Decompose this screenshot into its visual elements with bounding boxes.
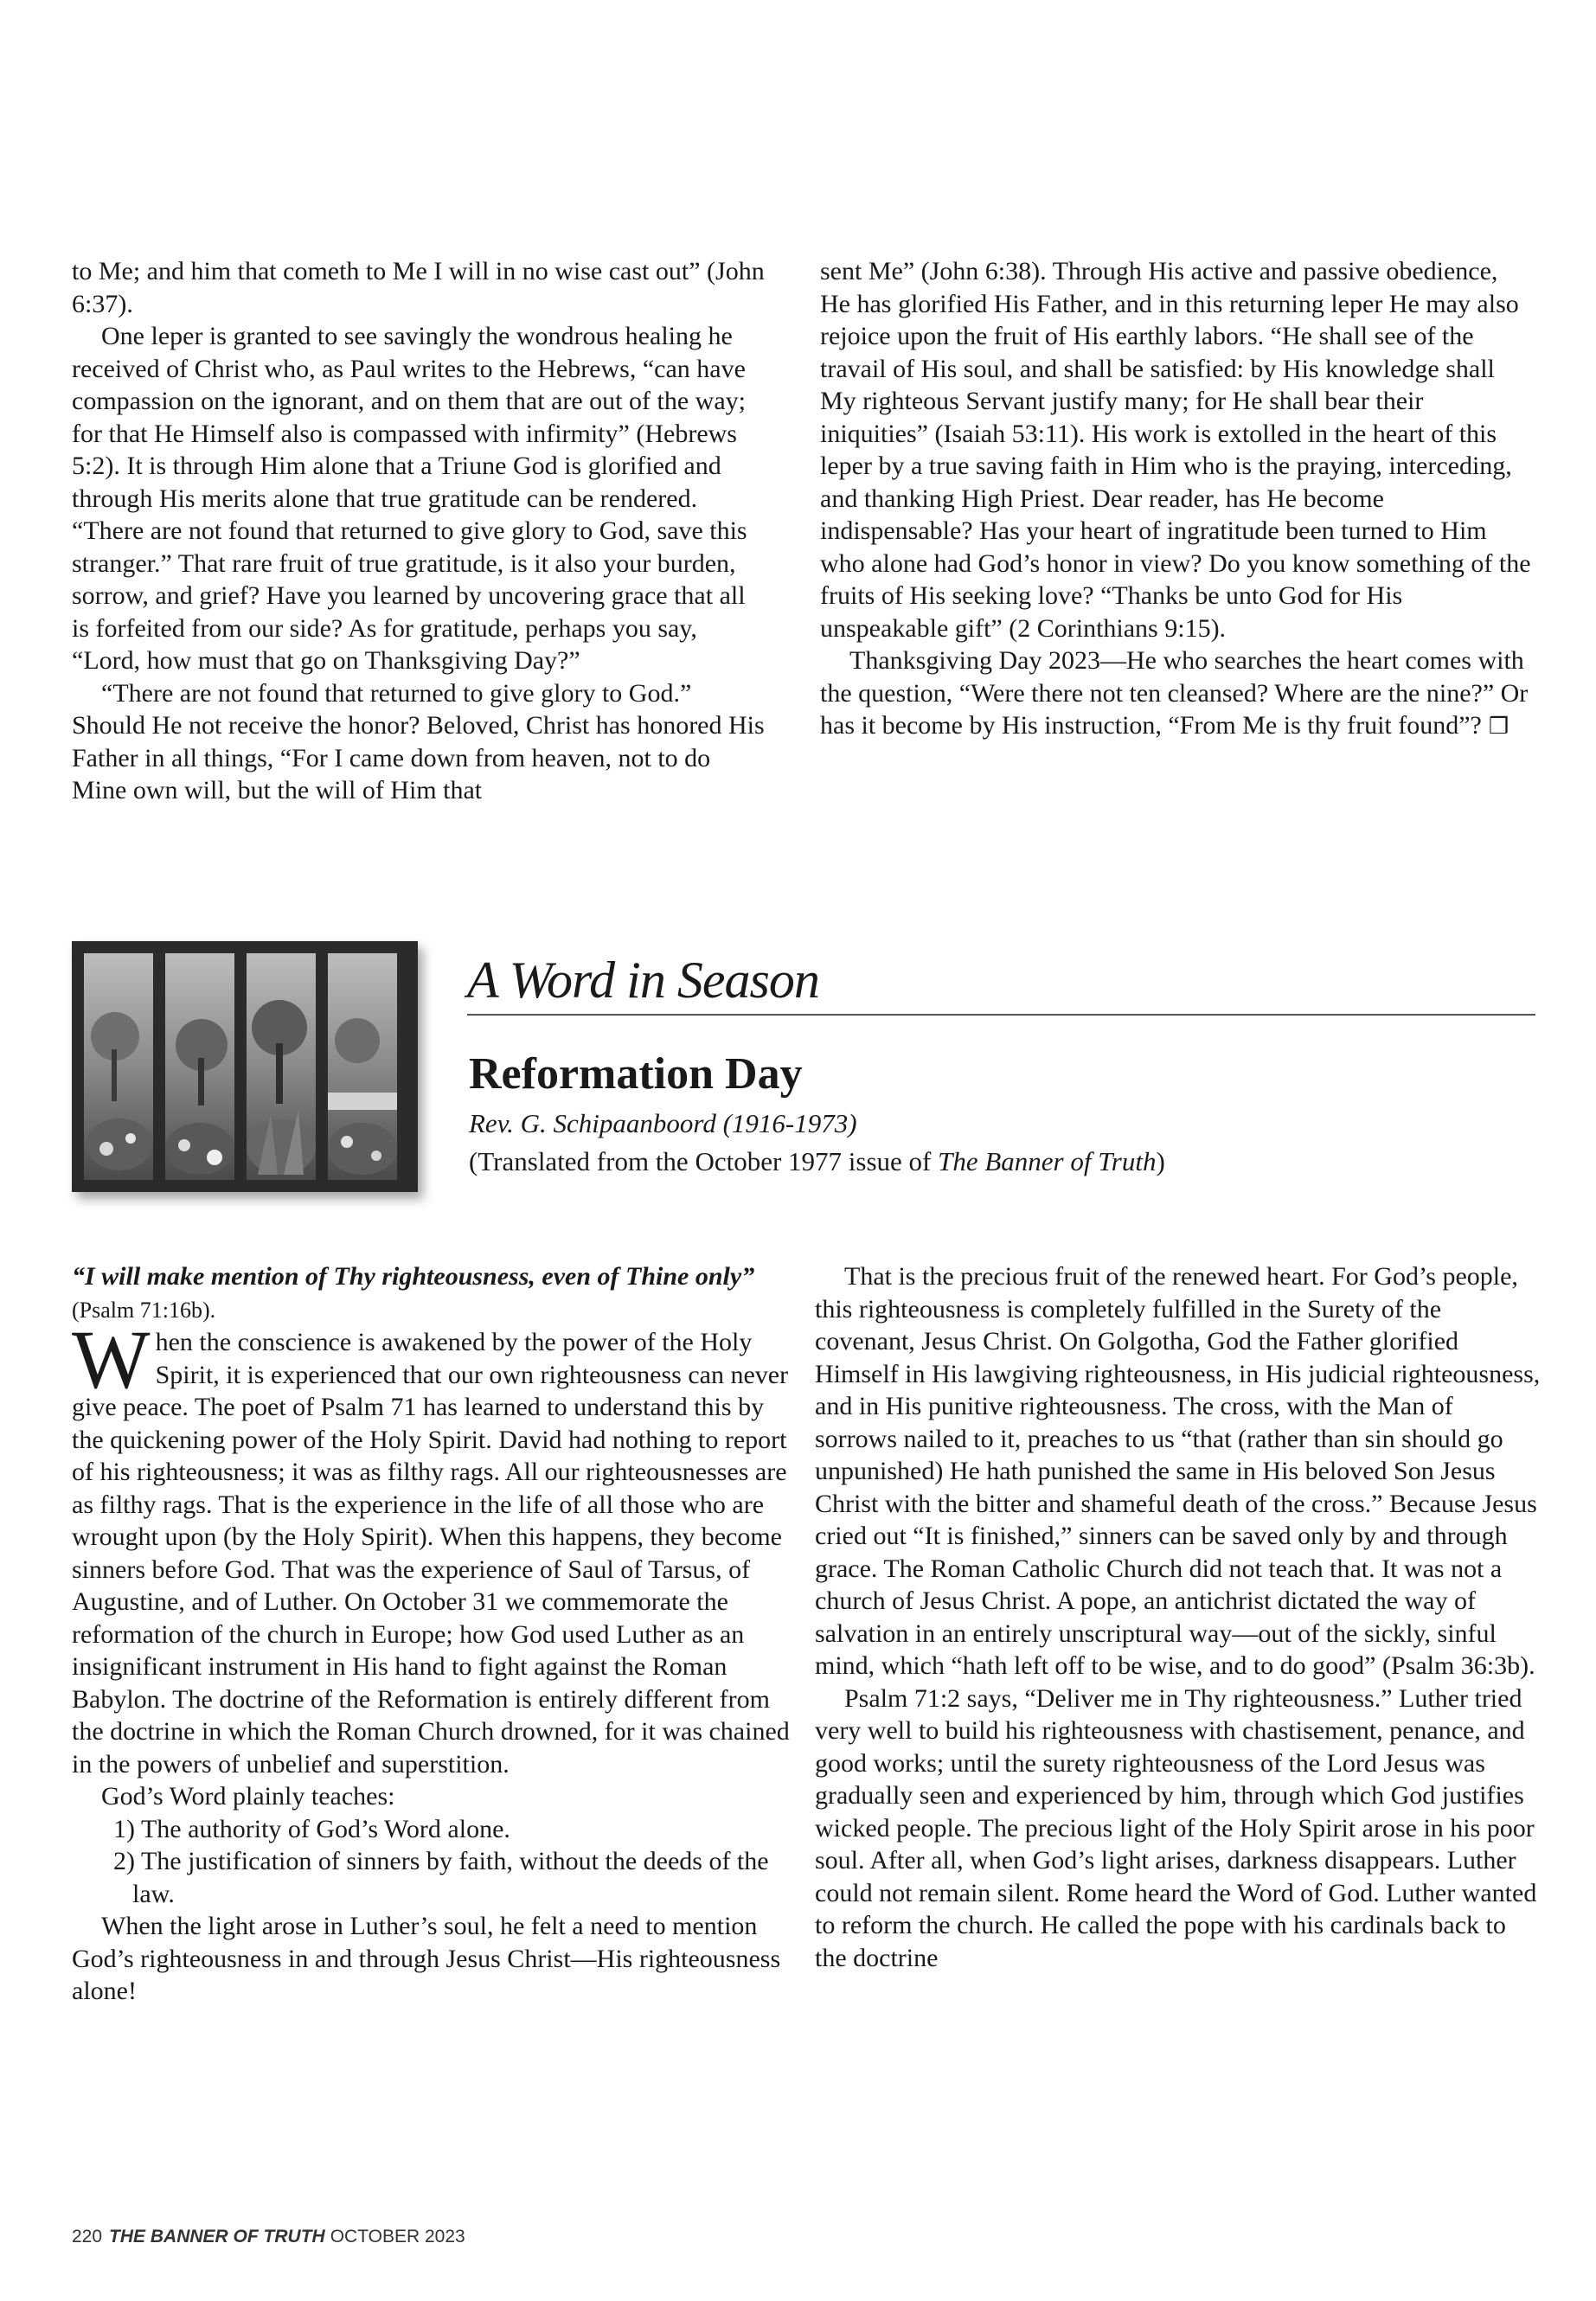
top-left-column bbox=[72, 255, 768, 807]
translation-source: The Banner of Truth bbox=[938, 1146, 1157, 1176]
paragraph: That is the precious fruit of the renewed heart. For God’s people, this righteousness is completely fulfilled in the Surety of the covenant, Jesus Christ. On Golgotha, God the Father glorified Himself in His lawgiving righteousness, in His judicial righteousness, and in His punitive righteousness. The cross, with the Man of sorrows nailed to it, preaches to us “that (rather than sin should go unpunished) He hath punished the same in His beloved Son Jesus Christ with the bitter and shameful death of the cross.” Because Jesus cried out “It is finished,” sinners can be saved only by and through grace. The Roman Catholic Church did not teach that. It was not a church of Jesus Christ. A pope, an antichrist dictated the way of salvation in an entirely unscriptural way—out of the sickly, sinful mind, which “hath left off to be wise, and to do good” (Psalm 36:3b). bbox=[815, 1262, 1541, 1680]
byline: Rev. G. Schipaanboord (1916-1973) bbox=[469, 1108, 857, 1138]
teachings-intro: God’s Word plainly teaches: bbox=[101, 1782, 395, 1811]
page-number: 220 bbox=[72, 2227, 103, 2247]
end-of-article-icon: ❒ bbox=[1488, 714, 1509, 740]
list-item: 2) The justification of sinners by faith, without the deeds of the law. bbox=[113, 1847, 769, 1908]
epigraph bbox=[72, 1260, 794, 1326]
article-left-column bbox=[72, 1260, 794, 2008]
panel bbox=[165, 953, 234, 1180]
paragraph-text: hen the conscience is awakened by the power of the Holy Spirit, it is experienced that our own righteousness can never give peace. The poet of Psalm 71 has learned to understand this by the quickening power of the Holy Spirit. David had nothing to report of his righteousness; it was as filthy rags. All our righteousnesses are as filthy rags. That is the experience in the life of all those who are wrought upon (by the Holy Spirit). When this happens, they become sinners before God. That was the experience of Saul of Tarsus, of Augustine, and of Luther. On October 31 we commemorate the reformation of the church in Europe; how God used Luther as an insignificant instrument in His hand to fight against the Roman Babylon. The doctrine of the Reformation is entirely different from the doctrine in which the Roman Church drowned, for it was chained in the powers of unbelief and superstition. bbox=[72, 1328, 790, 1779]
page-footer bbox=[72, 2227, 465, 2247]
paragraph: to Me; and him that cometh to Me I will in no wise cast out” (John 6:37). bbox=[72, 257, 765, 318]
epigraph-text: “I will make mention of Thy righteousness, even of Thine only” bbox=[72, 1262, 755, 1291]
paragraph bbox=[820, 644, 1534, 744]
translation-note-suffix: ) bbox=[1156, 1146, 1165, 1176]
list-item: 1) The authority of God’s Word alone. bbox=[113, 1814, 510, 1843]
panel bbox=[84, 953, 153, 1180]
panel bbox=[247, 953, 316, 1180]
magazine-name: THE BANNER OF TRUTH bbox=[109, 2227, 325, 2247]
paragraph: sent Me” (John 6:38). Through His active and passive obedience, He has glorified His Father, and in this returning leper He may also rejoice upon the fruit of His earthly labors. “He shall see of the travail of His soul, and shall be satisfied: by His knowledge shall My righteous Servant justify many; for He shall bear their iniquities” (Isaiah 53:11). His work is extolled in the heart of this leper by a true saving faith in Him who is the praying, interceding, and thanking High Priest. Dear reader, has He become indispensable? Has your heart of ingratitude been turned to Him who alone had God’s honor in view? Do you know something of the fruits of His seeking love? “Thanks be unto God for His unspeakable gift” (2 Corinthians 9:15). bbox=[820, 257, 1531, 643]
paragraph: One leper is granted to see savingly the wondrous healing he received of Christ who, as Paul writes to the Hebrews, “can have compassion on the ignorant, and on them that are out of the way; for that He Himself also is compassed with infirmity” (Hebrews 5:2). It is through Him alone that a Triune God is glorified and through His merits alone that true gratitude can be rendered. “There are not found that returned to give glory to God, save this stranger.” That rare fruit of true gratitude, is it also your burden, sorrow, and grief? Have you learned by uncovering grace that all is forfeited from our side? As for gratitude, perhaps you say, “Lord, how must that go on Thanksgiving Day?” bbox=[72, 322, 747, 675]
paragraph: Psalm 71:2 says, “Deliver me in Thy righteousness.” Luther tried very well to build his righteousness with chastisement, penance, and good works; until the surety righteousness of the Lord Jesus was gradually seen and experienced by him, through which God justifies wicked people. The precious light of the Holy Spirit arose in his poor soul. After all, when God’s light arises, darkness disappears. Luther could not remain silent. Rome heard the Word of God. Luther wanted to reform the church. He called the pope with his cardinals back to the doctrine bbox=[815, 1683, 1537, 1972]
article-title: Reformation Day bbox=[469, 1049, 803, 1099]
paragraph: When the light arose in Luther’s soul, he felt a need to mention God’s righteousness in and through Jesus Christ—His righteousness alone! bbox=[72, 1912, 781, 2005]
issue-date: OCTOBER 2023 bbox=[330, 2227, 465, 2247]
article-right-column bbox=[815, 1260, 1542, 1974]
epigraph-reference: (Psalm 71:16b). bbox=[72, 1297, 216, 1323]
paragraph: “There are not found that returned to give glory to God.” Should He not receive the honor? Beloved, Christ has honored His Father in all things, “For I came down from heaven, not to do Mine own will, but the will of Him that bbox=[72, 678, 765, 804]
panel bbox=[328, 953, 397, 1180]
drop-cap: W bbox=[72, 1313, 151, 1406]
translation-note bbox=[469, 1145, 1165, 1178]
stained-glass-panels-image bbox=[72, 941, 418, 1192]
paragraph-text: Thanksgiving Day 2023—He who searches the heart comes with the question, “Were there not ten cleansed? Where are the nine?” Or has it become by His instruction, “From Me is thy fruit found”? bbox=[820, 646, 1529, 740]
first-paragraph bbox=[72, 1313, 794, 1780]
top-right-column bbox=[820, 255, 1534, 744]
translation-note-prefix: (Translated from the October 1977 issue of bbox=[469, 1146, 939, 1176]
section-title: A Word in Season bbox=[467, 950, 1535, 1016]
